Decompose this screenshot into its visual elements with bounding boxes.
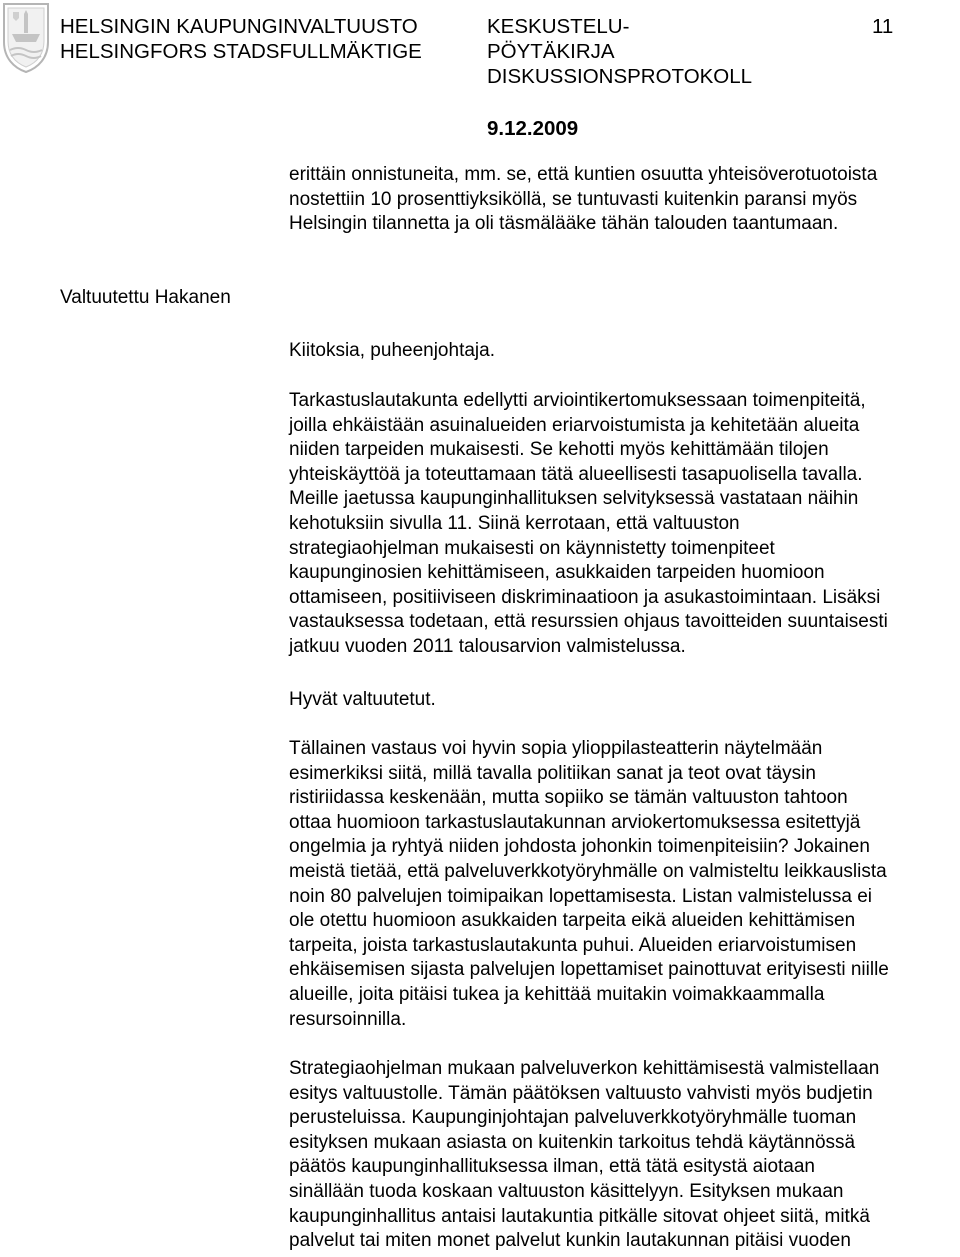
text-line: ristiriidassa keskenään, mutta sopiiko se tämän valtuuston tahtoon [289,787,848,809]
salutation-paragraph [289,688,960,713]
text-line: palvelut tai miten monet palvelut kunkin lautakunnan pitäisi vuoden [289,1230,851,1252]
organization-name-fi: HELSINGIN KAUPUNGINVALTUUSTO [60,15,418,38]
text-line: noin 80 palvelujen toimipaikan lopettamisesta. Listan valmistelussa ei [289,885,872,907]
text-line: kaupunginhallitus antaisi lautakuntia pitkälle sitovat ohjeet siitä, mitkä [289,1205,870,1227]
text-line: sinällään tuoda koskaan valtuuston käsittelyyn. Esityksen mukaan [289,1180,844,1202]
text-line: Meille jaetussa kaupunginhallituksen selvityksessä vastataan näihin [289,488,859,510]
text-line: resursoinnilla. [289,1008,407,1030]
text-line: perusteluissa. Kaupunginjohtajan palveluverkkotyöryhmälle tuoman [289,1107,857,1129]
speaker-name: Valtuutettu Hakanen [60,287,231,308]
greeting-paragraph [289,339,960,364]
text-line: esimerkiksi siitä, millä tavalla politiikan sanat ja teot ovat täysin [289,762,816,784]
text-line: esityksen mukaan asiasta on kuitenkin tarkoitus tehdä käytännössä [289,1131,856,1153]
text-line: kehotuksiin sivulla 11. Siinä kerrotaan, että valtuuston [289,512,740,534]
text-line: niiden tarpeiden mukaisesti. Se kehotti myös kehittämään tilojen [289,439,829,461]
text-line: Tällainen vastaus voi hyvin sopia ylioppilasteatterin näytelmään [289,738,823,759]
text-line: esitys valtuustolle. Tämän päätöksen valtuusto vahvisti myös budjetin [289,1082,873,1104]
paragraph-2 [289,737,960,1032]
paragraph-1 [289,389,960,660]
text-line: ongelmia ja ryhtyä niiden johdosta johonkin toimenpiteisiin? Jokainen [289,836,870,858]
text-line: meistä tietää, että palveluverkkotyöryhmälle on valmisteltu leikkauslista [289,860,887,882]
text-line: tarpeita, joista tarkastuslautakunta puhui. Alueiden eriarvoistumisen [289,934,857,956]
text-line: ottaa huomioon tarkastuslautakunnan arviokertomuksessa esitettyjä [289,811,861,833]
document-type-line-3: DISKUSSIONSPROTOKOLL [487,65,753,88]
organization-name [60,14,422,64]
page-number: 11 [872,15,894,38]
text-line: Kiitoksia, puheenjohtaja. [289,340,495,361]
organization-name-sv: HELSINGFORS STADSFULLMÄKTIGE [60,40,422,63]
text-line: päätös kaupunginhallituksessa ilman, että tätä esitystä aiotaan [289,1156,815,1178]
text-line: nostettiin 10 prosenttiyksiköllä, se tuntuvasti kuitenkin paransi myös [289,188,858,210]
text-line: yhteiskäyttöä ja toteuttamaan tätä alueellisesti tasapuolisella tavalla. [289,463,863,485]
text-line: jatkuu vuoden 2011 talousarvion valmistelussa. [289,635,686,657]
text-line: strategiaohjelman mukaisesti on käynnistetty toimenpiteet [289,537,775,559]
text-line: Hyvät valtuutetut. [289,689,436,710]
text-line: vastauksessa todetaan, että resurssien ohjaus tavoitteiden suuntaisesti [289,611,888,633]
text-line: Strategiaohjelman mukaan palveluverkon kehittämisestä valmistellaan [289,1058,880,1079]
text-line: joilla ehkäistään asuinalueiden eriarvoistumista ja kehitetään alueita [289,414,860,436]
text-line: ottamiseen, positiiviseen diskriminaatioon ja asukastoimintaan. Lisäksi [289,586,881,608]
text-line: alueille, joita pitäisi tukea ja kehittää muitakin voimakkaammalla [289,983,825,1005]
document-type-line-1: KESKUSTELU- [487,15,630,38]
paragraph-3 [289,1057,960,1254]
text-line: ole otettu huomioon asukkaiden tarpeita eikä alueiden kehittämisen [289,910,856,932]
meeting-date: 9.12.2009 [487,117,579,140]
document-type [487,14,752,89]
text-line: Tarkastuslautakunta edellytti arviointikertomuksessaan toimenpiteitä, [289,390,866,411]
intro-paragraph [289,163,960,237]
document-type-line-2: PÖYTÄKIRJA [487,40,615,63]
text-line: kaupunginosien kehittämiseen, asukkaiden tarpeiden huomioon [289,562,825,584]
helsinki-crest-icon [0,0,52,74]
text-line: ehkäisemisen sijasta palvelujen lopettamiset painottuvat erityisesti niille [289,959,889,981]
text-line: erittäin onnistuneita, mm. se, että kuntien osuutta yhteisöverotuotoista [289,164,878,185]
text-line: Helsingin tilannetta ja oli täsmälääke tähän talouden taantumaan. [289,213,839,235]
